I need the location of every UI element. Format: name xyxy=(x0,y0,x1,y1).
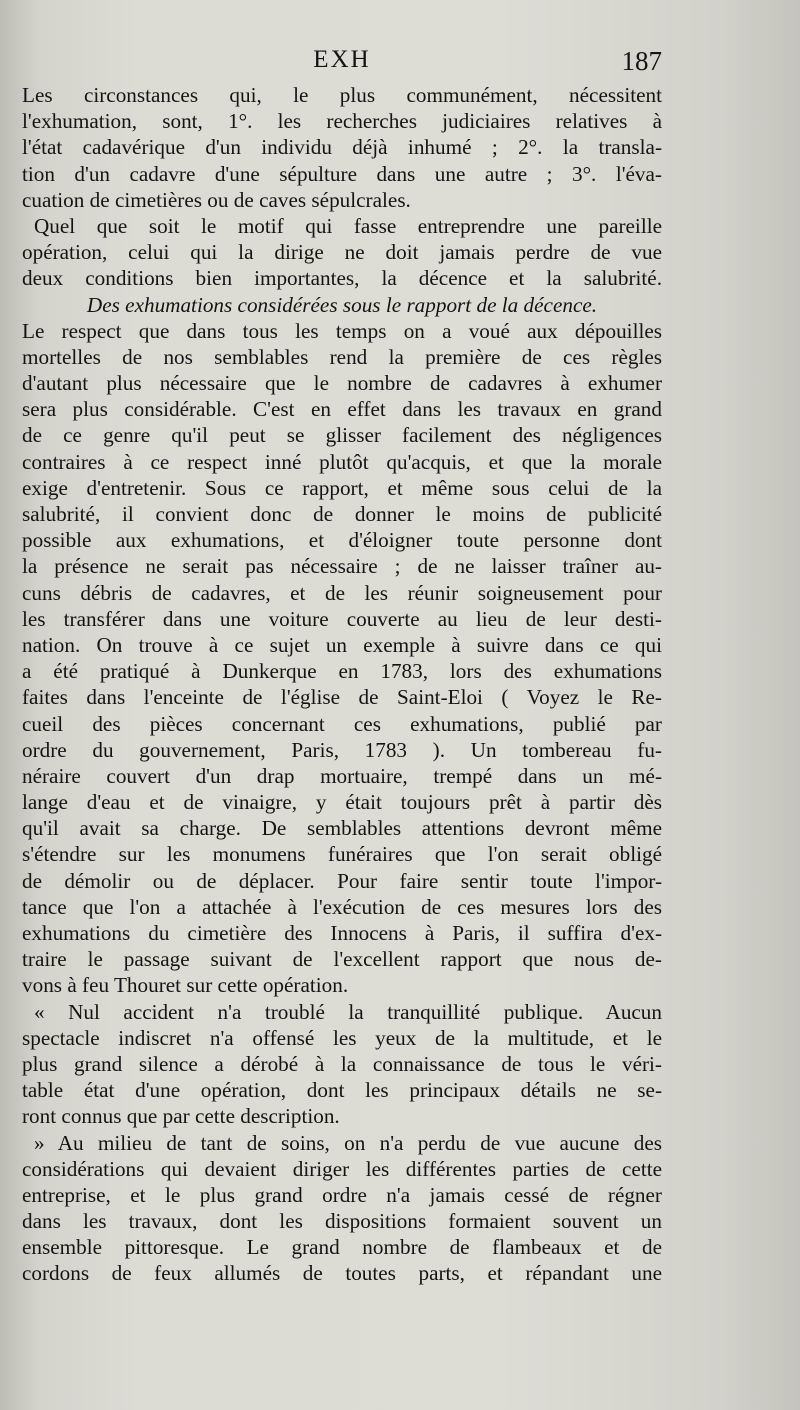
text-line: table état d'une opération, dont les principaux détails ne se- xyxy=(22,1078,662,1103)
section-title: Des exhumations considérées sous le rapport de la décence. xyxy=(86,292,598,317)
text-line: Quel que soit le motif qui fasse entreprendre une pareille xyxy=(34,213,662,238)
text-line: spectacle indiscret n'a offensé les yeux de la multitude, et le xyxy=(22,1025,662,1050)
text-line: d'autant plus nécessaire que le nombre de cadavres à exhumer xyxy=(22,371,662,396)
text-line: salubrité, il convient donc de donner le moins de publicité xyxy=(22,502,662,526)
text-line: nation. On trouve à ce sujet un exemple à suivre dans ce qui xyxy=(22,632,662,657)
text-line: traire le passage suivant de l'excellent rapport que nous de- xyxy=(22,947,662,972)
text-line: l'état cadavérique d'un individu déjà inhumé ; 2°. la transla- xyxy=(22,135,662,160)
text-line: néraire couvert d'un drap mortuaire, trempé dans un mé- xyxy=(22,763,662,788)
text-line: tion d'un cadavre d'une sépulture dans une autre ; 3°. l'éva- xyxy=(22,161,662,186)
text-line: ensemble pittoresque. Le grand nombre de flambeaux et de xyxy=(22,1235,662,1260)
page-number: 187 xyxy=(621,46,662,76)
text-line: de ce genre qu'il peut se glisser facilement des négligences xyxy=(22,423,662,448)
text-line: ordre du gouvernement, Paris, 1783 ). Un tombereau fu- xyxy=(22,737,662,762)
text-line: Le respect que dans tous les temps on a voué aux dépouilles xyxy=(22,318,662,343)
text-line: l'exhumation, sont, 1°. les recherches judiciaires relatives à xyxy=(22,109,662,134)
text-line: la présence ne serait pas nécessaire ; de ne laisser traîner au- xyxy=(22,554,662,579)
text-line: opération, celui qui la dirige ne doit jamais perdre de vue xyxy=(22,240,662,265)
text-line: dans les travaux, dont les dispositions formaient souvent un xyxy=(22,1209,662,1234)
text-line: vons à feu Thouret sur cette opération. xyxy=(22,973,349,998)
text-line: a été pratiqué à Dunkerque en 1783, lors des exhumations xyxy=(22,659,662,684)
text-line: cuns débris de cadavres, et de les réunir soigneusement pour xyxy=(22,580,662,605)
text-line: Les circonstances qui, le plus communément, nécessitent xyxy=(22,83,662,107)
running-head: EXH xyxy=(313,46,371,73)
body-text xyxy=(22,82,662,1287)
text-line: entreprise, et le plus grand ordre n'a jamais cessé de régner xyxy=(22,1182,662,1207)
text-line: faites dans l'enceinte de l'église de Saint-Eloi ( Voyez le Re- xyxy=(22,685,662,710)
text-line: de démolir ou de déplacer. Pour faire sentir toute l'impor- xyxy=(22,868,662,893)
text-line: tance que l'on a attachée à l'exécution de ces mesures lors des xyxy=(22,894,662,919)
text-line: les transférer dans une voiture couverte au lieu de leur desti- xyxy=(22,606,662,631)
text-line: contraires à ce respect inné plutôt qu'acquis, et que la morale xyxy=(22,449,662,474)
text-line: cueil des pièces concernant ces exhumations, publié par xyxy=(22,711,662,736)
text-line: exige d'entretenir. Sous ce rapport, et même sous celui de la xyxy=(22,475,662,500)
text-line: mortelles de nos semblables rend la première de ces règles xyxy=(22,344,662,369)
text-line: ront connus que par cette description. xyxy=(22,1104,340,1129)
text-line: plus grand silence a dérobé à la connaissance de tous le véri- xyxy=(22,1051,662,1076)
page-header xyxy=(22,46,662,80)
text-line: lange d'eau et de vinaigre, y était toujours prêt à partir dès xyxy=(22,790,662,815)
text-line: s'étendre sur les monumens funéraires que l'on serait obligé xyxy=(22,842,662,867)
text-line: qu'il avait sa charge. De semblables attentions devront même xyxy=(22,816,662,841)
text-line: possible aux exhumations, et d'éloigner toute personne dont xyxy=(22,528,662,553)
text-line: « Nul accident n'a troublé la tranquillité publique. Aucun xyxy=(34,999,662,1024)
text-line: » Au milieu de tant de soins, on n'a perdu de vue aucune des xyxy=(34,1130,662,1155)
text-line: cordons de feux allumés de toutes parts, et répandant une xyxy=(22,1261,662,1286)
text-line: deux conditions bien importantes, la décence et la salubrité. xyxy=(22,266,662,291)
text-line: considérations qui devaient diriger les différentes parties de cette xyxy=(22,1156,662,1181)
text-line: cuation de cimetières ou de caves sépulcrales. xyxy=(22,187,411,212)
text-line: exhumations du cimetière des Innocens à Paris, il suffira d'ex- xyxy=(22,921,662,945)
text-line: sera plus considérable. C'est en effet dans les travaux en grand xyxy=(22,397,662,422)
